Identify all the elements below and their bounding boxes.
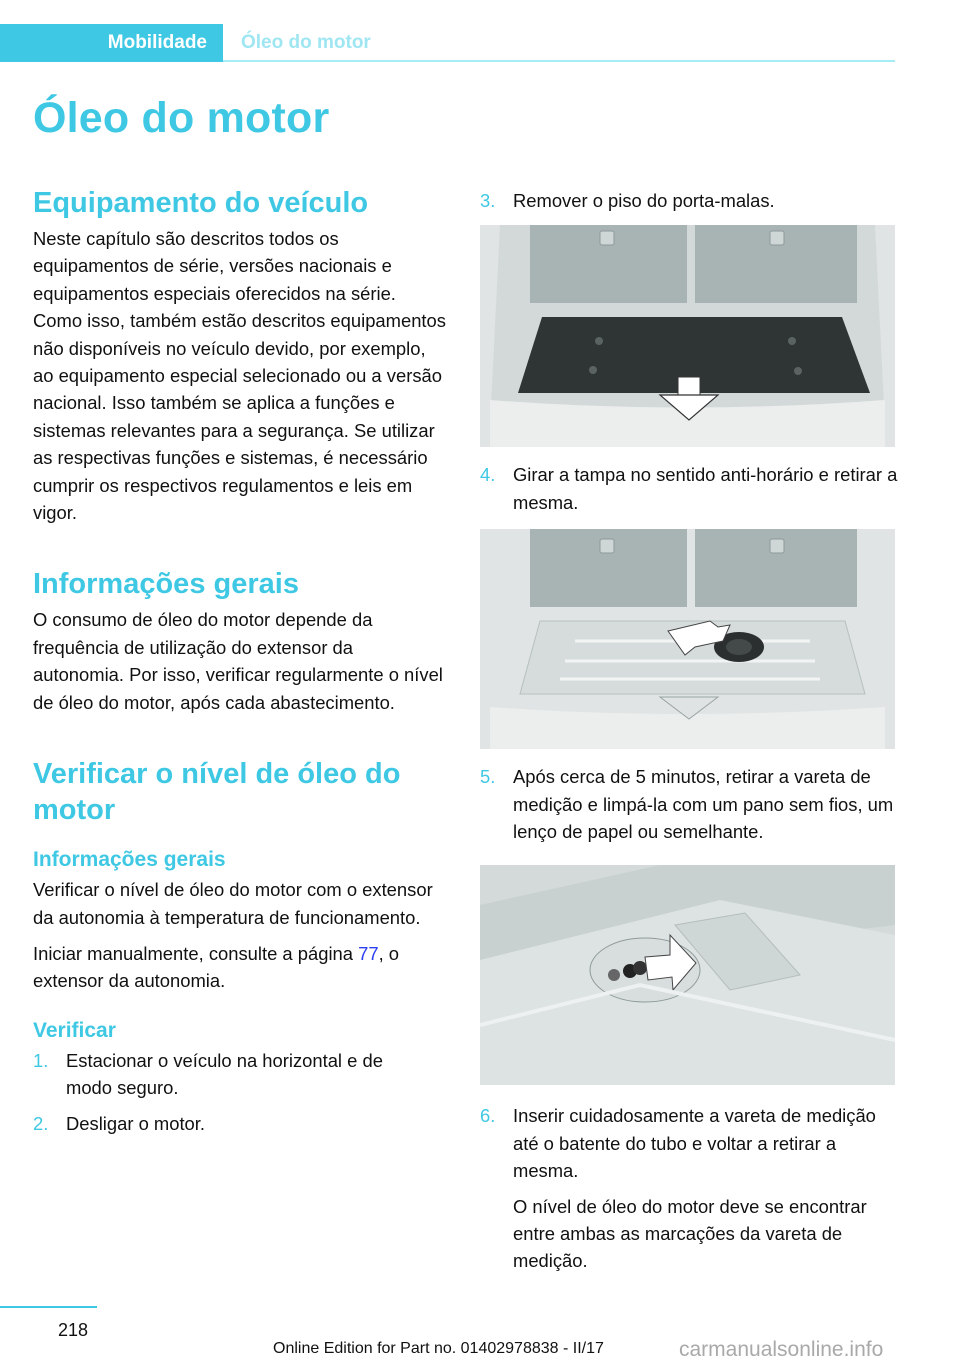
step-number: 6. <box>480 1105 496 1127</box>
step-text: Após cerca de 5 minutos, retirar a vareta de medição e limpá-la com um pano sem fios, um lenço de papel ou semelhante. <box>513 766 894 843</box>
trunk-floor-removal-illustration <box>480 225 895 447</box>
section-tab-label: Mobilidade <box>107 32 207 53</box>
left-column <box>33 180 453 1137</box>
header-divider <box>223 60 895 62</box>
step-text: Estacionar o veículo na horizontal e de modo seguro. <box>66 1049 383 1099</box>
step-number: 1. <box>33 1049 49 1071</box>
footer-divider <box>0 1306 97 1308</box>
text-extensor: , o extensor da autonomia. <box>33 942 400 992</box>
step-text <box>513 1102 900 1274</box>
breadcrumb: Óleo do motor <box>241 32 371 53</box>
edition-note: Online Edition for Part no. 01402978838 - II/17 <box>273 1340 604 1357</box>
heading-verificar-nivel: Verificar o nível de óleo do motor <box>33 758 401 827</box>
dipstick-removal-illustration <box>480 865 895 1085</box>
step-text: Desligar o motor. <box>66 1112 206 1134</box>
step-number: 2. <box>33 1112 49 1134</box>
steps-list-left <box>33 1047 428 1137</box>
dipstick-image <box>480 865 895 1085</box>
step-number: 5. <box>480 766 496 788</box>
trunk-floor-image <box>480 225 895 447</box>
step-2 <box>33 1110 428 1137</box>
cap-rotation-illustration <box>480 529 895 749</box>
step-text: Girar a tampa no sentido anti-horário e retirar a mesma. <box>513 464 898 513</box>
watermark: carmanualsonline.info <box>679 1338 884 1361</box>
step-text: Remover o piso do porta-malas. <box>513 190 775 211</box>
heading-equipamento: Equipamento do veículo <box>33 187 369 219</box>
step-5 <box>480 763 900 845</box>
step-6-instruction: Inserir cuidadosamente a vareta de medição até o batente do tubo e voltar a retirar a mesma. <box>513 1105 876 1182</box>
step-number: 4. <box>480 464 496 486</box>
step-1 <box>33 1047 428 1102</box>
page-title: Óleo do motor <box>33 94 330 142</box>
paragraph-verificar-2 <box>33 940 428 995</box>
section-tab <box>0 24 223 62</box>
step-4 <box>480 461 900 516</box>
paragraph-equipamento: Neste capítulo são descritos todos os equipamentos de série, versões nacionais e equipamentos especiais oferecidos na série. Como isso, também estão descritos equipamentos não disponíveis no veículo devido, por exemplo, ao equipamento especial selecionado ou a versão nacional. Isso também se aplica a funções e sistemas relevantes para a segurança. Se utilizar as respectivas funções e sistemas, é necessário cumprir os respectivos regulamentos e leis em vigor. <box>33 228 446 524</box>
paragraph-verificar-1: Verificar o nível de óleo do motor com o extensor da autonomia à temperatura de funcionamento. <box>33 879 433 928</box>
text-iniciar: Iniciar manualmente, consulte a página <box>33 942 359 964</box>
paragraph-informacoes: O consumo de óleo do motor depende da frequência de utilização do extensor da autonomia. Por isso, verificar regularmente o nível de óleo do motor, após cada abastecimento. <box>33 609 443 713</box>
subheading-informacoes-gerais: Informações gerais <box>33 848 226 872</box>
step-6-note: O nível de óleo do motor deve se encontrar entre ambas as marcações da vareta de medição. <box>513 1195 867 1272</box>
right-column <box>480 180 900 1275</box>
step-6 <box>480 1102 900 1274</box>
subheading-verificar: Verificar <box>33 1018 116 1042</box>
page-link-77[interactable]: 77 <box>358 942 379 964</box>
cap-rotation-image <box>480 529 895 749</box>
step-3 <box>480 187 900 214</box>
step-number: 3. <box>480 190 496 211</box>
heading-informacoes-gerais: Informações gerais <box>33 568 299 601</box>
page-number: 218 <box>58 1320 89 1340</box>
